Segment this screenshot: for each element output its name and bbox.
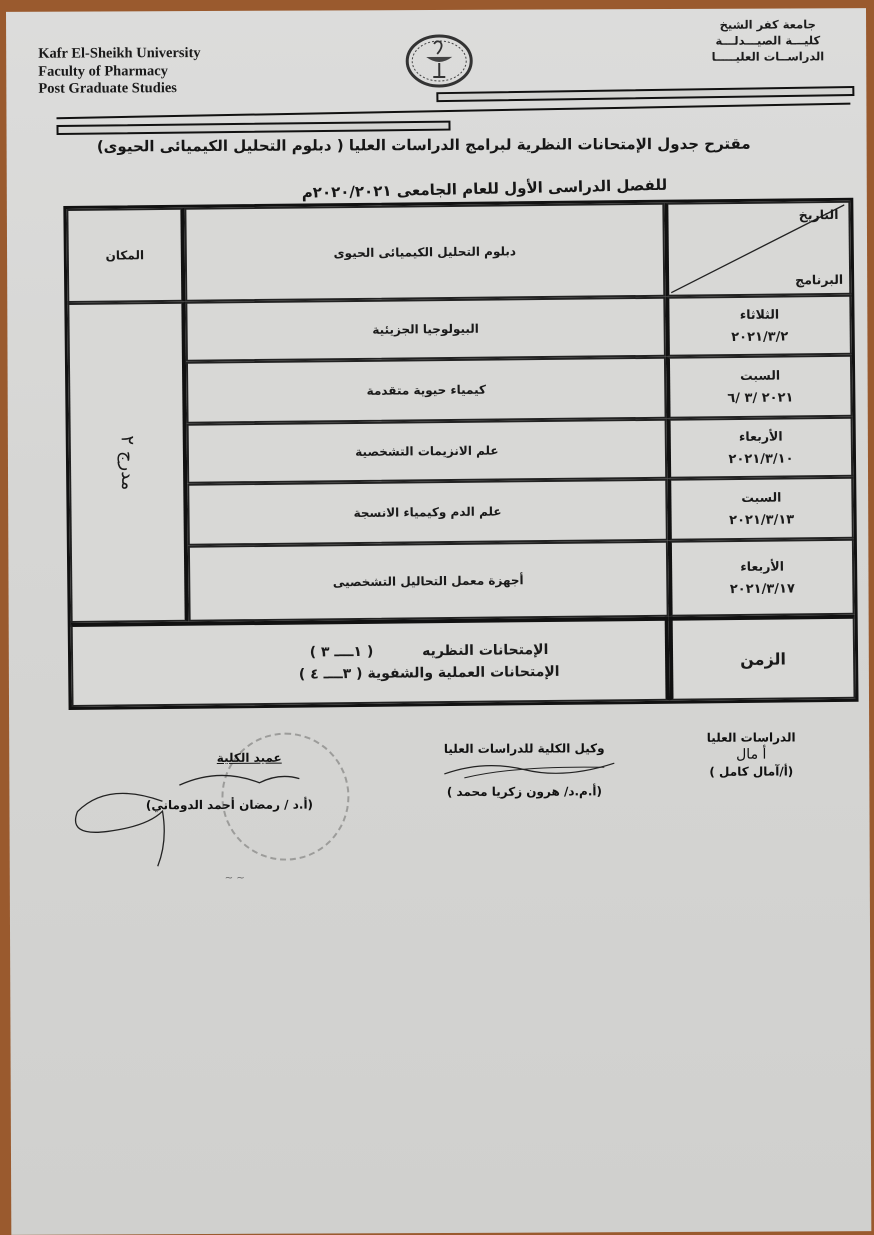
signatory-name: (أ.م.د/ هرون زكريا محمد ) [419,784,629,799]
table-row [67,295,852,363]
header-divider-right [436,86,854,102]
exam-date: ٢٠٢١/٣/٢ [670,329,850,346]
exam-day: الأربعاء [672,558,852,575]
date-cell [666,355,853,419]
english-header [38,45,201,98]
table-row [70,539,855,623]
exam-day: الأربعاء [671,428,851,445]
bowl-of-hygieia-icon [404,34,474,88]
exam-schedule-table [63,198,858,710]
signatory-title: عميد الكلية [109,750,349,765]
exam-date: ٢٠٢١/٣/١٠ [671,451,851,468]
practical-oral-exam-time: الإمتحانات العملية والشفوية ( ٣ــــ ٤ ) [193,660,665,687]
table-row [68,355,853,425]
time-label-cell [669,615,856,701]
stamp-date-mark: ~ ~ [225,873,245,884]
signature-vice-dean [419,741,629,799]
document-title-line2: للفصل الدراسى الأول للعام الجامعى ٢٠٢٠/٢٠٢١م [301,176,667,202]
subject-cell: كيمياء حيوية متقدمة [186,357,667,424]
table-row [69,477,854,547]
university-name-ar: جامعة كفر الشيخ [711,16,824,32]
program-header-cell: دبلوم التحليل الكيميائى الحيوى [184,203,665,302]
signatory-title: الدراسات العليا [681,730,821,745]
place-cell [67,302,188,623]
corner-header-cell [664,201,851,297]
handwritten-signature-icon [424,755,624,782]
time-value-cell [71,617,670,707]
time-row [71,615,856,707]
subject-cell: البيولوجيا الجزيئية [185,297,666,362]
document-title-line1: مقترح جدول الإمتحانات النظرية لبرامج الدراسات العليا ( دبلوم التحليل الكيميائى الحيوى) [97,135,751,156]
date-cell [667,477,854,541]
table-header-row [66,201,851,303]
signature-loop-icon [67,781,167,871]
subject-cell: علم الانزيمات التشخصية [187,419,668,484]
arabic-header [711,16,824,64]
exam-date: ٢٠٢١/٣/١٣ [672,512,852,529]
department-name-en: Post Graduate Studies [38,80,201,98]
signatory-name: (أ.د / رمضان أحمد الدوماني) [109,797,349,812]
handwritten-signature: أ مال [681,746,821,763]
exam-day: الثلاثاء [669,306,849,323]
department-name-ar: الدراســات العليـــــا [712,48,825,64]
date-cell [668,539,855,617]
signatory-title: وكيل الكلية للدراسات العليا [419,741,629,756]
exam-day: السبت [670,367,850,384]
university-name-en: Kafr El-Sheikh University [38,45,201,63]
faculty-name-en: Faculty of Pharmacy [38,63,201,81]
date-cell [665,295,852,357]
exam-date: ٢٠٢١/٣/١٧ [672,581,852,598]
subject-cell: علم الدم وكيمياء الانسجة [187,479,668,546]
faculty-name-ar: كليـــة الصيـــدلـــة [711,32,824,48]
document-page [6,8,871,1235]
date-cell [667,417,854,479]
theory-exam-time: الإمتحانات النظريه ( ١ــــ ٣ ) [193,638,665,665]
place-header-cell: المكان [66,208,185,303]
date-axis-label: التاريخ [799,207,839,222]
table-row [69,417,854,485]
signature-postgrad-studies [681,730,821,779]
exam-hall: مدرج ٢ [116,435,138,490]
header-divider-line [56,103,850,120]
time-label: الزمن [740,649,786,668]
signatory-name: (أ/آمال كامل ) [681,764,821,779]
header-divider-left [56,121,450,135]
program-axis-label: البرنامج [795,272,843,288]
exam-date: ٢٠٢١ /٣ /٦ [670,390,850,407]
exam-day: السبت [671,489,851,506]
subject-cell: أجهزة معمل التحاليل التشخصيى [188,541,669,622]
